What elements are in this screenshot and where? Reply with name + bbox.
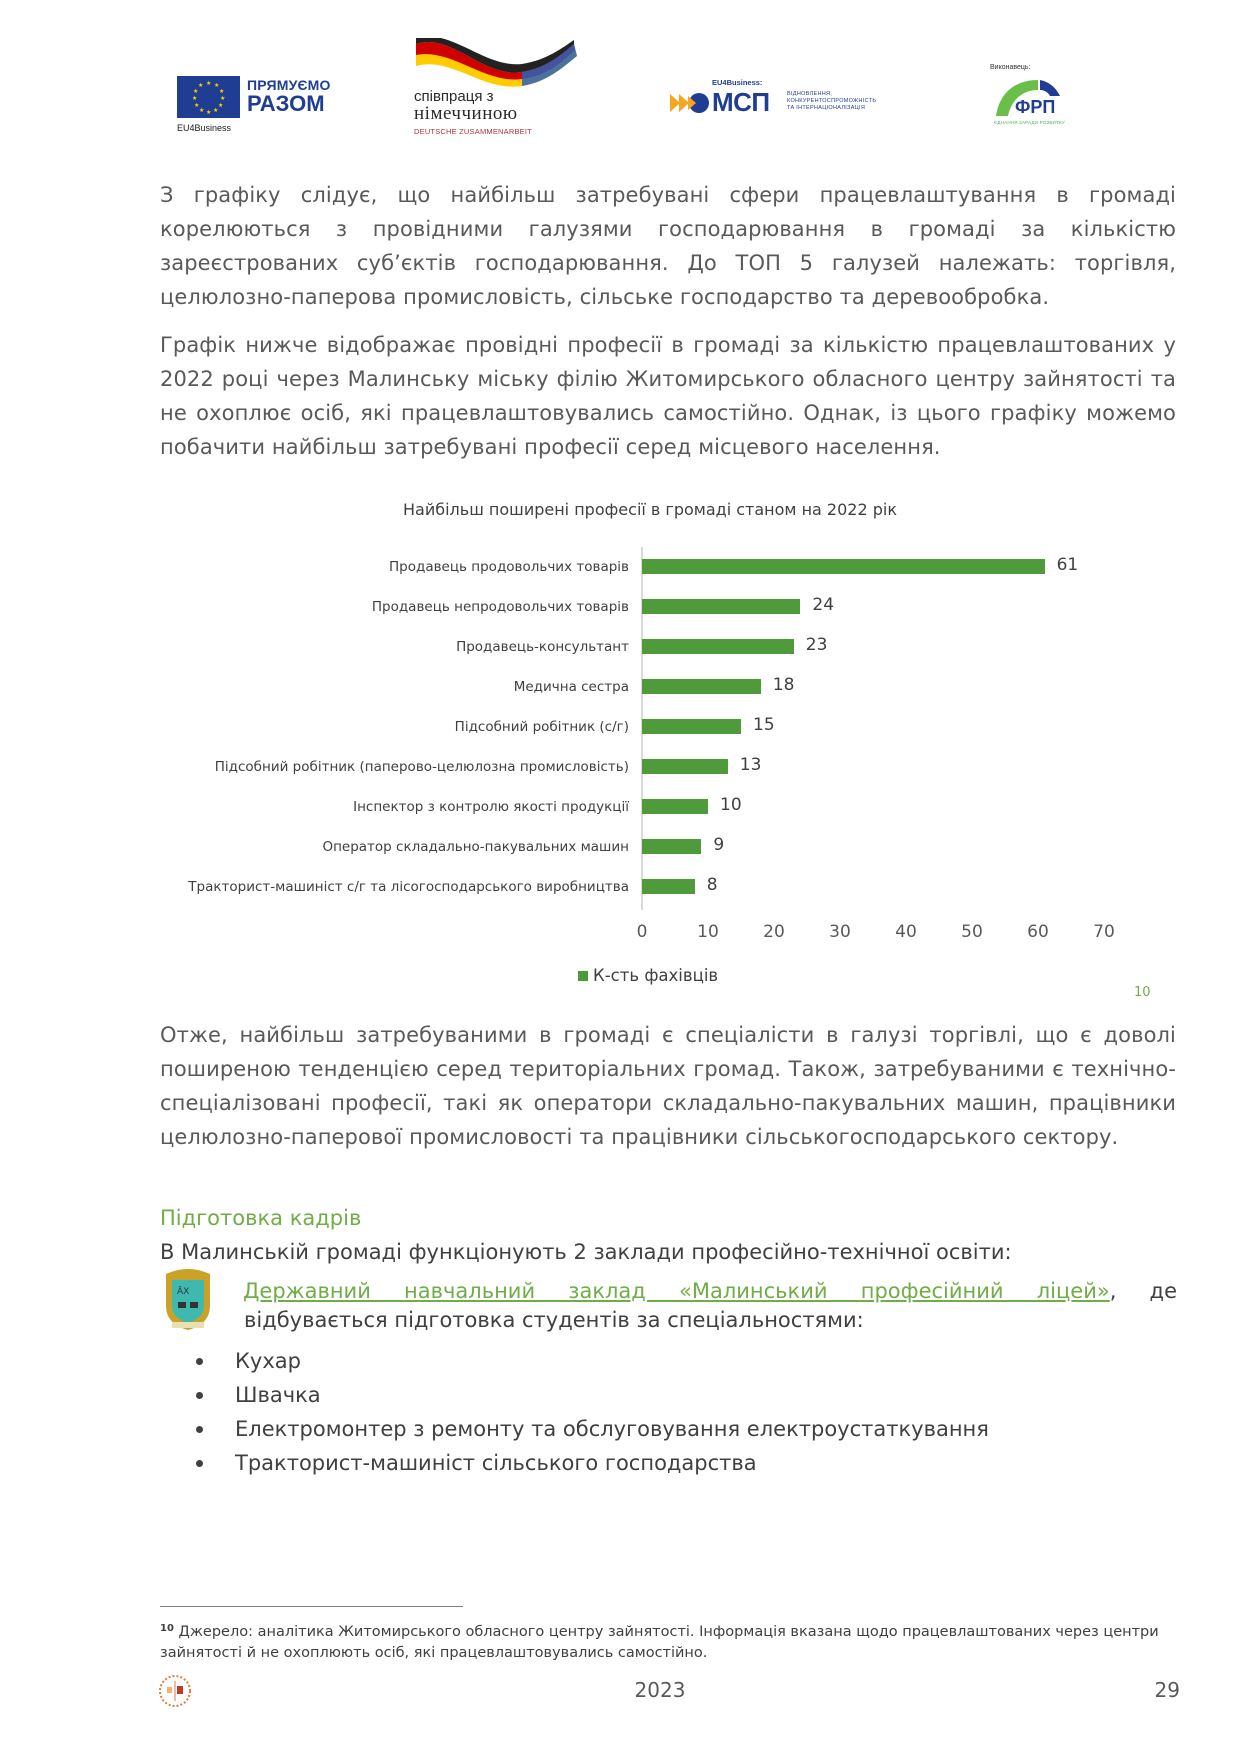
chart-bar-row <box>0 547 1241 587</box>
x-axis-tick-label: 70 <box>1093 922 1115 942</box>
msp-logo-desc2: КОНКУРЕНТОСПРОМОЖНІСТЬ <box>787 98 877 104</box>
bullet-icon <box>196 1358 203 1365</box>
paragraph-top-industries: З графіку слідує, що найбільш затребувані сфери працевлаштування в громаді корелюються з провідними галузями господарювання в громаді за кількістю зареєстрованих суб’єктів господарювання. До ТОП 5 галузей належать: торгівля, целюлозно-паперова промисловість, сільське господарство та деревообробка. <box>160 183 1176 309</box>
x-axis-tick-label: 10 <box>697 922 719 942</box>
chart-bar <box>642 599 800 614</box>
page-number: 29 <box>1154 1678 1180 1702</box>
list-item: Швачка <box>196 1378 989 1412</box>
x-axis-tick-label: 0 <box>636 922 648 942</box>
germany-logo-line2: німеччиною <box>414 103 518 124</box>
bar-value-label: 61 <box>1056 555 1079 575</box>
bar-category-label: Продавець продовольчих товарів <box>389 559 629 575</box>
chart-bar <box>642 879 695 894</box>
footnote-divider <box>160 1606 463 1607</box>
bar-category-label: Продавець непродовольчих товарів <box>371 599 629 615</box>
lyceum-line <box>243 1274 1177 1308</box>
chart-legend <box>578 966 718 985</box>
x-axis-tick-label: 40 <box>895 922 917 942</box>
community-seal-icon <box>158 1673 192 1709</box>
bullet-icon <box>196 1460 203 1467</box>
eu4business-logo <box>177 76 337 136</box>
bullet-icon <box>196 1392 203 1399</box>
lyceum-crest-icon <box>162 1266 214 1332</box>
chart-bar-row <box>0 827 1241 867</box>
msp-logo-desc1: ВІДНОВЛЕННЯ, <box>787 91 833 97</box>
chart-bar-row <box>0 747 1241 787</box>
footnote-number: 10 <box>160 1623 174 1634</box>
eu-logo-sub: EU4Business <box>177 123 232 133</box>
chart-bar-row <box>0 867 1241 907</box>
lyceum-link[interactable]: Державний навчальний заклад «Малинський професійний ліцей» <box>243 1279 1110 1303</box>
bar-category-label: Медична сестра <box>513 679 629 695</box>
bar-category-label: Інспектор з контролю якості продукції <box>353 799 629 815</box>
chart-bar-row <box>0 787 1241 827</box>
footer-year: 2023 <box>634 1678 686 1702</box>
msp-arrows-icon <box>670 92 710 114</box>
eu-flag-icon: ★ ★ ★ ★ ★ ★ ★ ★ ★ ★ ★ ★ <box>177 76 240 118</box>
eu-logo-line2: РАЗОМ <box>247 91 325 116</box>
chart-bar <box>642 799 708 814</box>
flag-wave-icon <box>412 38 582 93</box>
bar-value-label: 18 <box>772 675 795 695</box>
chart-bar <box>642 839 701 854</box>
frp-logo-main: ФРП <box>1015 97 1056 117</box>
bar-category-label: Підсобний робітник (с/г) <box>454 719 629 735</box>
frp-logo-sub: ЄДНАННЯ ЗАРАДИ РОЗВИТКУ <box>994 120 1065 125</box>
paragraph-conclusion: Отже, найбільш затребуваними в громаді є спеціалісти в галузі торгівлі, що є доволі поширеною тенденцією серед територіальних громад. Також, затребуваними є технічно-спеціалізовані професії, такі як оператори складально-пакувальних машин, працівники целюлозно-паперової промисловості та працівники сільськогосподарського сектору. <box>160 1023 1176 1149</box>
msp-logo-desc3: ТА ІНТЕРНАЦІОНАЛІЗАЦІЯ <box>787 105 866 111</box>
chart-bar <box>642 559 1045 574</box>
x-axis-tick-label: 20 <box>763 922 785 942</box>
chart-bar <box>642 719 741 734</box>
germany-logo-line1: співпраця з <box>414 88 494 105</box>
bar-value-label: 13 <box>739 755 762 775</box>
lyceum-after: , де <box>1109 1279 1177 1303</box>
bar-value-label: 24 <box>812 595 835 615</box>
footnote <box>160 1618 1176 1664</box>
section-intro: В Малинській громаді функціонують 2 заклади професійно-технічної освіти: <box>160 1240 1012 1264</box>
chart-bar <box>642 759 728 774</box>
bar-value-label: 9 <box>713 835 725 855</box>
footnote-reference: 10 <box>1134 985 1151 1000</box>
eu-logo-line1: ПРЯМУЄМО <box>247 77 331 93</box>
lyceum-line2: відбувається підготовка студентів за спеціальностями: <box>244 1308 864 1332</box>
chart-title: Найбільш поширені професії в громаді станом на 2022 рік <box>403 500 897 519</box>
bar-category-label: Продавець-консультант <box>456 639 629 655</box>
bar-category-label: Оператор складально-пакувальних машин <box>322 839 629 855</box>
bar-value-label: 10 <box>720 795 742 815</box>
bullet-icon <box>196 1426 203 1433</box>
svg-text:ĀX: ĀX <box>177 1287 190 1297</box>
chart-bar <box>642 639 794 654</box>
frp-logo <box>990 64 1085 130</box>
chart-bar-row <box>0 707 1241 747</box>
list-item: Тракторист-машиніст сільського господарства <box>196 1446 989 1480</box>
msp-logo <box>670 78 910 123</box>
paragraph-chart-intro: Графік нижче відображає провідні професії в громаді за кількістю працевлаштованих у 2022 році через Малинську міську філію Житомирського обласного центру зайнятості та не охоплює осіб, які працевлаштовувались самостійно. Однак, із цього графіку можемо побачити найбільш затребувані професії серед місцевого населення. <box>160 333 1176 459</box>
bar-value-label: 15 <box>753 715 775 735</box>
frp-logo-pre: Виконавець: <box>990 64 1031 71</box>
legend-swatch-icon <box>578 971 588 981</box>
germany-cooperation-logo <box>412 38 587 138</box>
x-axis-tick-label: 50 <box>961 922 983 942</box>
specialties-list <box>196 1344 989 1480</box>
x-axis-tick-label: 60 <box>1027 922 1049 942</box>
legend-label: К-сть фахівців <box>593 966 719 985</box>
chart-bar <box>642 679 761 694</box>
msp-logo-main: МСП <box>712 87 770 117</box>
bar-category-label: Тракторист-машиніст с/г та лісогосподарського виробництва <box>188 879 629 895</box>
germany-logo-line3: DEUTSCHE ZUSAMMENARBEIT <box>414 127 532 136</box>
bar-value-label: 8 <box>706 875 718 895</box>
bar-value-label: 23 <box>805 635 828 655</box>
msp-logo-pre: EU4Business: <box>712 78 763 87</box>
bar-category-label: Підсобний робітник (паперово-целюлозна промисловість) <box>214 759 629 775</box>
chart-bar-row <box>0 667 1241 707</box>
section-heading: Підготовка кадрів <box>160 1206 362 1230</box>
x-axis-tick-label: 30 <box>829 922 851 942</box>
chart-bar-row <box>0 627 1241 667</box>
footnote-text: Джерело: аналітика Житомирського обласного центру зайнятості. Інформація вказана щодо працевлаштованих через центри зайнятості й не охоплюють осіб, які працевлаштовувались самостійно. <box>160 1624 1159 1661</box>
chart-bar-row <box>0 587 1241 627</box>
list-item: Електромонтер з ремонту та обслуговування електроустаткування <box>196 1412 989 1446</box>
list-item: Кухар <box>196 1344 989 1378</box>
